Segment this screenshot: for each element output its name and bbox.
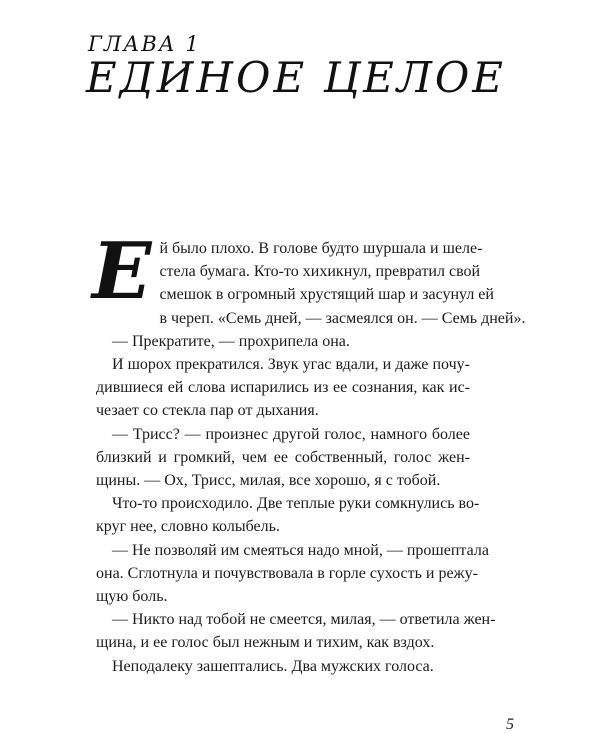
text-line: чезает со стекла пар от дыхания. <box>96 402 319 420</box>
text-line: круг нее, словно колыбель. <box>96 518 280 536</box>
text-line: И шорох прекратился. Звук угас вдали, и даже почу- <box>112 356 470 374</box>
text-line: в череп. «Семь дней, — засмеялся он. — Семь дней». <box>159 309 526 327</box>
text-line: щую боль. <box>96 588 168 606</box>
text-line: она. Сглотнула и почувствовала в горле сухость и режу- <box>96 564 478 582</box>
text-line: — Прекратите, — прохрипела она. <box>112 332 350 350</box>
text-line: — Не позволяй им смеяться надо мной, — прошептала <box>112 541 489 559</box>
text-line: щины. — Ох, Трисс, милая, все хорошо, я с тобой. <box>96 472 441 490</box>
text-line: близкий и громкий, чем ее собственный, голос жен- <box>96 448 470 466</box>
text-line: щина, и ее голос был нежным и тихим, как вздох. <box>96 634 435 652</box>
text-line: дившиеся ей слова испарились из ее сознания, как ис- <box>96 379 470 397</box>
text-line: — Никто над тобой не смеется, милая, — ответила жен- <box>112 611 496 629</box>
chapter-label: ГЛАВА 1 <box>88 32 201 56</box>
drop-cap-letter: Е <box>92 226 152 317</box>
text-line: смешок в огромный хрустящий шар и засунул ей <box>159 286 494 304</box>
chapter-text <box>92 226 526 678</box>
text-line: — Трисс? — произнес другой голос, намного более <box>112 425 470 443</box>
text-line: стела бумага. Кто-то хихикнул, превратил свой <box>159 263 481 281</box>
page-number: 5 <box>506 716 514 733</box>
text-line: Что-то происходило. Две теплые руки сомкнулись во- <box>112 495 480 513</box>
text-line: Неподалеку зашептались. Два мужских голоса. <box>112 657 434 675</box>
chapter-title: ЕДИНОЕ ЦЕЛОЕ <box>86 53 506 102</box>
text-line: й было плохо. В голове будто шуршала и шеле- <box>159 240 483 257</box>
